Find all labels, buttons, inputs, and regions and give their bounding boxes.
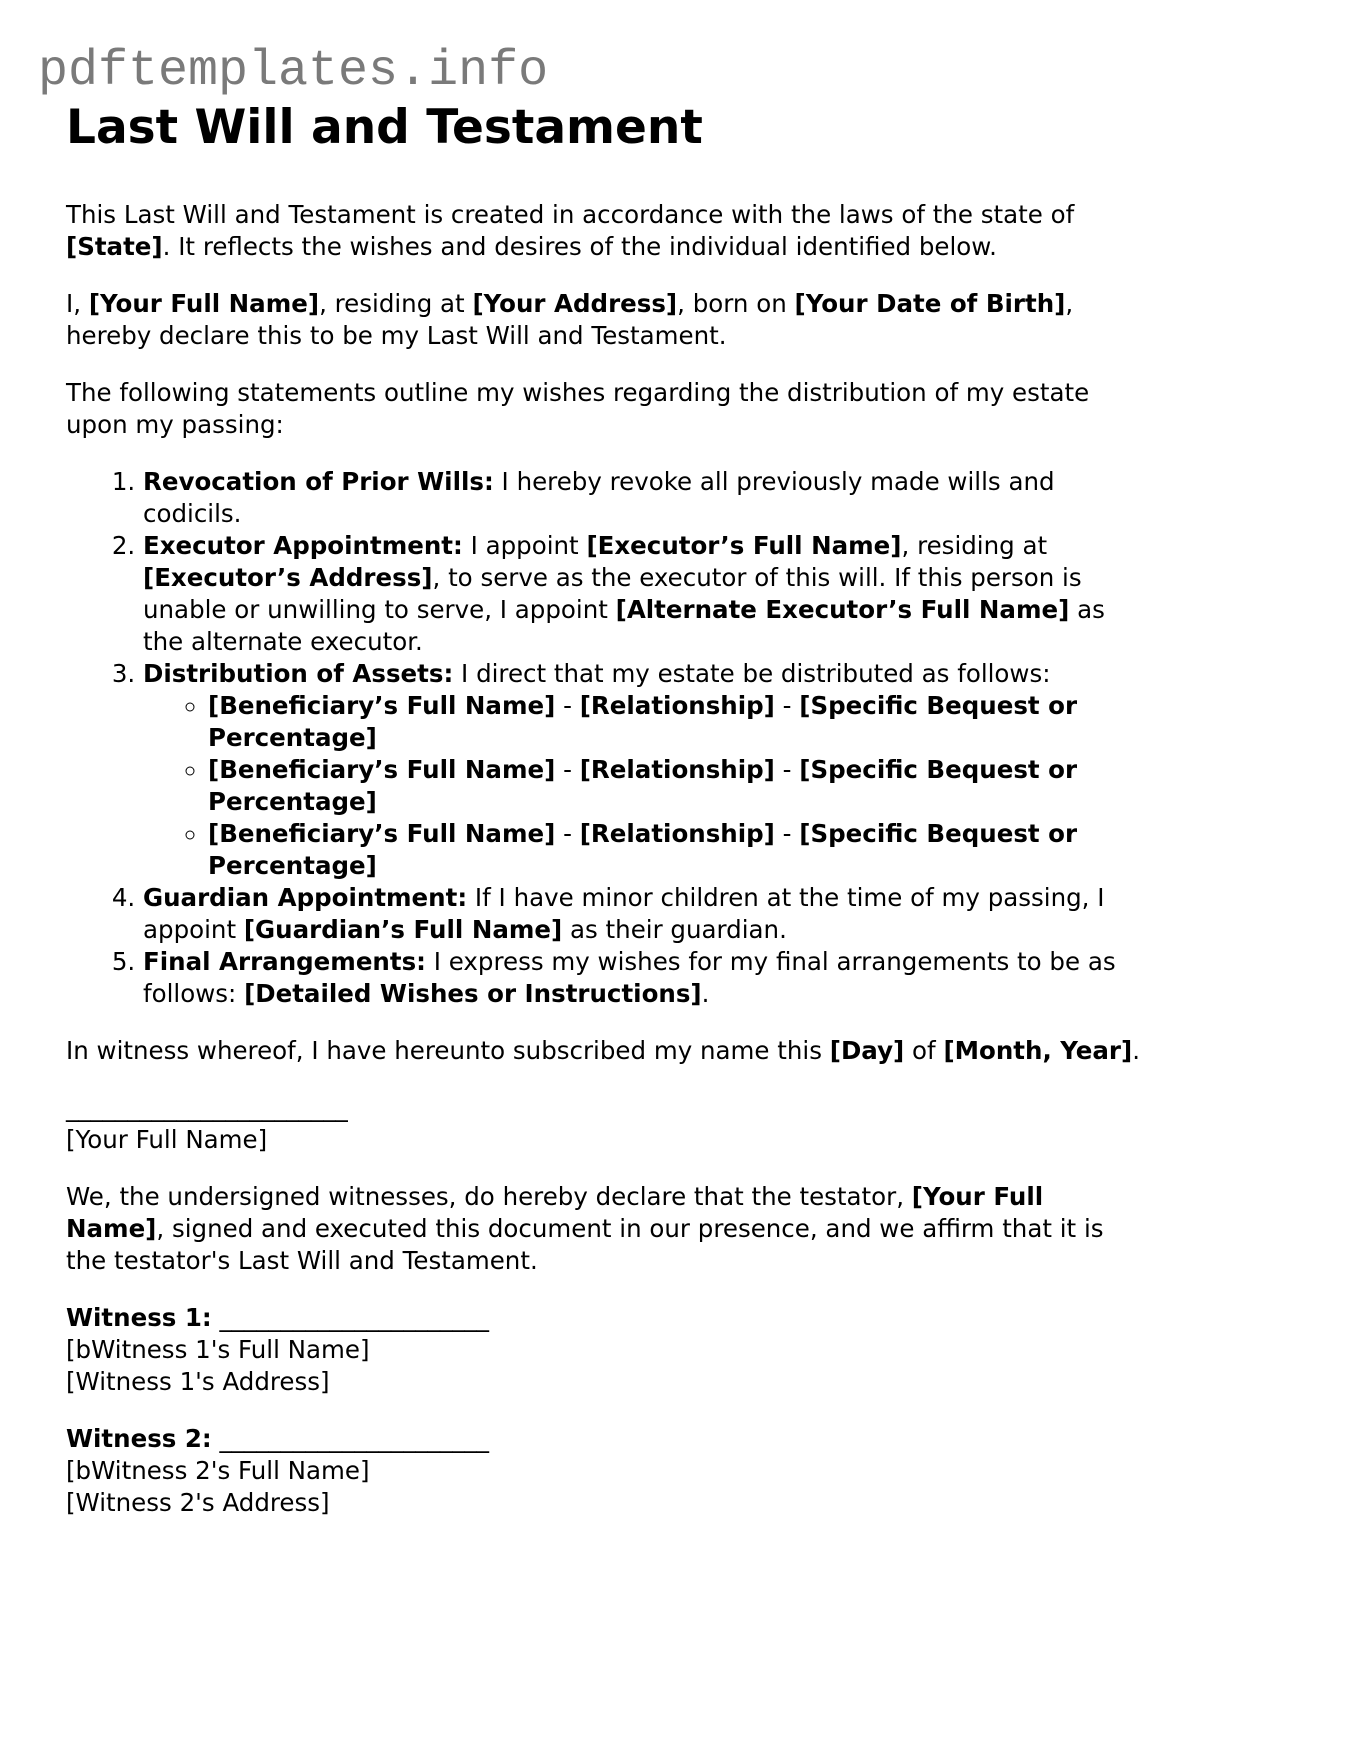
signature-block xyxy=(66,1092,1141,1156)
clause-final: 5. Final Arrangements: I express my wishes for my final arrangements to be as follows: [Detailed Wishes or Instructions]. xyxy=(143,946,1141,1010)
witness-2-label: Witness 2: xyxy=(66,1424,212,1453)
witness-2-signature-line: ______________________ xyxy=(219,1424,490,1453)
witness-1-name-placeholder: [bWitness 1's Full Name] xyxy=(66,1335,370,1364)
witness-2-address-placeholder: [Witness 2's Address] xyxy=(66,1488,330,1517)
clause-distribution xyxy=(143,658,1141,882)
clause-distribution-text: Distribution of Assets: I direct that my estate be distributed as follows: xyxy=(143,659,1051,688)
witness-2-block xyxy=(66,1423,1141,1519)
clause-guardian: 4. Guardian Appointment: If I have minor children at the time of my passing, I appoint [Guardian’s Full Name] as their guardian. xyxy=(143,882,1141,946)
paragraph-intro: This Last Will and Testament is created in accordance with the laws of the state of [State]. It reflects the wishes and desires of the individual identified below. xyxy=(66,200,1075,261)
clause-revocation: 1. Revocation of Prior Wills: I hereby revoke all previously made wills and codicils. xyxy=(143,466,1141,530)
beneficiaries-list xyxy=(143,690,1141,882)
signature-name-placeholder: [Your Full Name] xyxy=(66,1125,268,1154)
will-clauses-list xyxy=(66,466,1141,1010)
signature-line: _______________________ xyxy=(66,1093,348,1122)
paragraph-witness-declaration: We, the undersigned witnesses, do hereby declare that the testator, [Your Full Name], signed and executed this document in our presence, and we affirm that it is the testator's Last Will and Testament. xyxy=(66,1182,1104,1275)
paragraph-witness-whereof: In witness whereof, I have hereunto subscribed my name this [Day] of [Month, Year]. xyxy=(66,1036,1140,1065)
beneficiary-item: ◦ [Beneficiary’s Full Name] - [Relationship] - [Specific Bequest or Percentage] xyxy=(208,690,1141,754)
paragraph-declaration: I, [Your Full Name], residing at [Your Address], born on [Your Date of Birth], hereby declare this to be my Last Will and Testament. xyxy=(66,289,1074,350)
clause-executor: 2. Executor Appointment: I appoint [Executor’s Full Name], residing at [Executor’s Address], to serve as the executor of this will. If this person is unable or unwilling to serve, I appoint [Alternate Executor’s Full Name] as the alternate executor. xyxy=(143,530,1141,658)
witness-2-name-placeholder: [bWitness 2's Full Name] xyxy=(66,1456,370,1485)
witness-1-block xyxy=(66,1302,1141,1398)
page-title: Last Will and Testament xyxy=(66,100,703,155)
witness-1-signature-line: ______________________ xyxy=(219,1303,490,1332)
witness-1-address-placeholder: [Witness 1's Address] xyxy=(66,1367,330,1396)
paragraph-statements: The following statements outline my wishes regarding the distribution of my estate upon my passing: xyxy=(66,378,1090,439)
beneficiary-item: ◦ [Beneficiary’s Full Name] - [Relationship] - [Specific Bequest or Percentage] xyxy=(208,818,1141,882)
site-logo: pdftemplates.info xyxy=(38,43,549,100)
beneficiary-item: ◦ [Beneficiary’s Full Name] - [Relationship] - [Specific Bequest or Percentage] xyxy=(208,754,1141,818)
witness-1-label: Witness 1: xyxy=(66,1303,212,1332)
